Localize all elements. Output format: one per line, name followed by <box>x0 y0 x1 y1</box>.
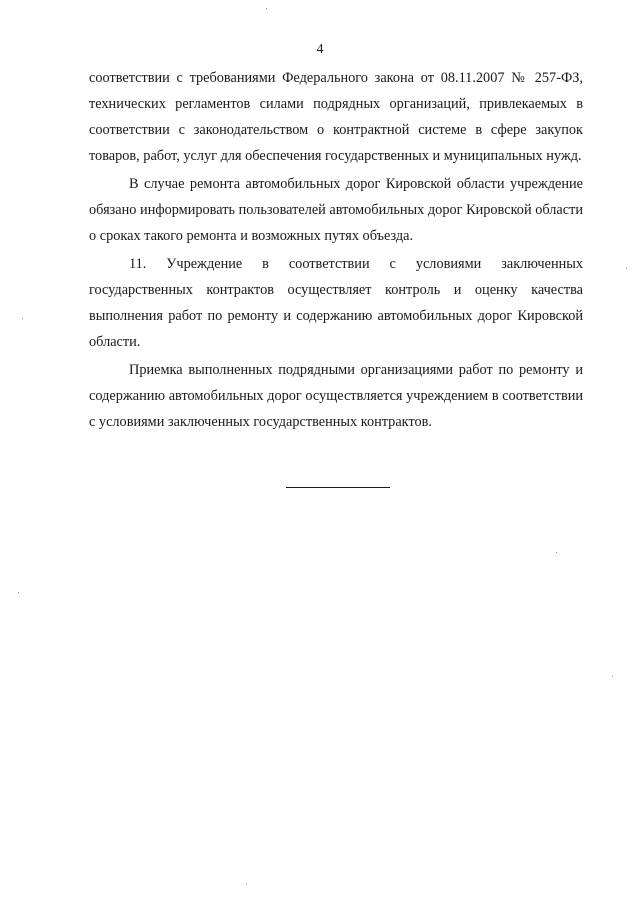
paragraph-work-acceptance: Приемка выполненных подрядными организациями работ по ремонту и содержанию автомобильных дорог осуществляется учреждением в соответствии с условиями заключенных государственных контрактов. <box>89 362 583 430</box>
scan-speck <box>612 676 613 677</box>
paragraph-continuation: соответствии с требованиями Федерального закона от 08.11.2007 № 257-ФЗ, технических регламентов силами подрядных организаций, привлекаемых в соответствии с законодательством о контрактной системе в сфере закупок товаров, работ, услуг для обеспечения государственных и муниципальных нужд. <box>89 70 583 164</box>
scan-speck <box>246 884 247 885</box>
scan-speck <box>18 592 19 593</box>
scan-speck <box>22 318 23 319</box>
scan-speck <box>266 8 267 9</box>
paragraph-clause-11: 11. Учреждение в соответствии с условиями заключенных государственных контрактов осуществляет контроль и оценку качества выполнения работ по ремонту и содержанию автомобильных дорог Кировской области. <box>89 256 583 350</box>
end-separator-line <box>286 487 390 488</box>
scan-speck <box>626 268 627 269</box>
document-body <box>89 65 583 435</box>
scan-speck <box>556 552 557 553</box>
page-number: 4 <box>316 42 324 57</box>
paragraph-road-repair-notice: В случае ремонта автомобильных дорог Кировской области учреждение обязано информировать пользователей автомобильных дорог Кировской области о сроках такого ремонта и возможных путях объезда. <box>89 176 583 244</box>
